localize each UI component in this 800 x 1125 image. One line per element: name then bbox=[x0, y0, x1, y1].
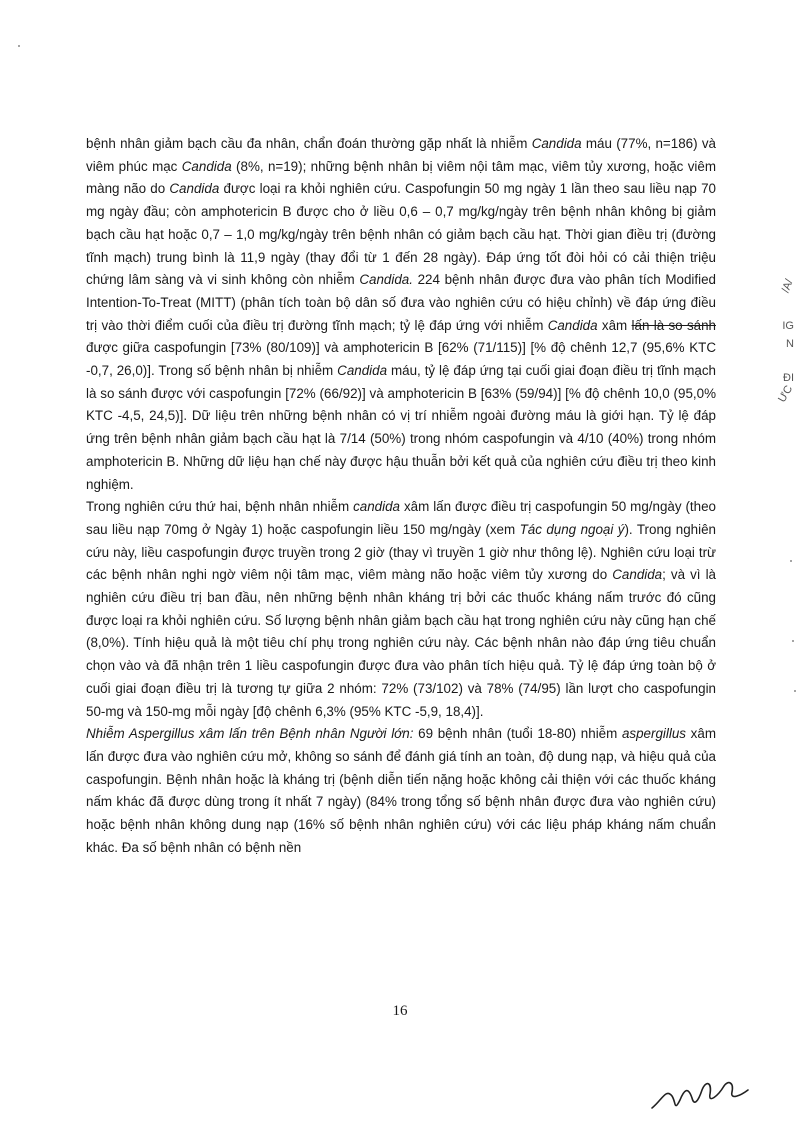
paragraph-aspergillus-study bbox=[86, 723, 716, 859]
italic-text-run: Tác dụng ngoại ý bbox=[519, 521, 625, 537]
text-run: được giữa caspofungin [73% (80/109)] và amphotericin B [62% (71/115)] [% độ chênh 12,7 (95,6% KTC -0,7, 26,0)]. Trong số bệnh nhân bị nhiễm bbox=[86, 340, 716, 379]
text-run: ). Trong nghiên cứu này, liều caspofungin được truyền trong 2 giờ (thay vì truyền 1 giờ như thông lệ). Nghiên cứu loại trừ các bệnh nhân nghi ngờ viêm nội tâm mạc, viêm màng não hoặc viêm tủy xương do bbox=[86, 521, 716, 583]
edge-mark: IG bbox=[782, 320, 794, 332]
handwritten-initials-signature bbox=[648, 1060, 758, 1120]
text-run: (8%, n=19); những bệnh nhân bị viêm nội tâm mạc, viêm tủy xương, hoặc viêm màng não do bbox=[86, 158, 716, 197]
italic-text-run: Aspergillus bbox=[128, 726, 195, 742]
text-run: xâm lấn được đưa vào nghiên cứu mở, không so sánh để đánh giá tính an toàn, độ dung nạp, và hiệu quả của caspofungin. Bệnh nhân hoặc là kháng trị (bệnh diễn tiến nặng hoặc không cải thiện với các thuốc kháng nấm khác đã được dùng trong ít nhất 7 ngày) (84% trong tổng số bệnh nhân được đưa vào nghiên cứu) hoặc bệnh nhân không dung nạp (16% số bệnh nhân nghiên cứu) với các liệu pháp kháng nấm chuẩn khác. Đa số bệnh nhân có bệnh nền bbox=[86, 726, 716, 855]
text-run: được loại ra khỏi nghiên cứu. Caspofungin 50 mg ngày 1 lần theo sau liều nạp 70 mg ngày đầu; còn amphotericin B được cho ở liều 0,6 – 0,7 mg/kg/ngày trên bệnh nhân không bị giảm bạch cầu hạt hoặc 0,7 – 1,0 mg/kg/ngày trên bệnh nhân có giảm bạch cầu hạt. Thời gian điều trị (đường tĩnh mạch) trung bình là 11,9 ngày (thay đổi từ 1 đến 28 ngày). Đáp ứng tốt đòi hỏi có cải thiện triệu chứng lâm sàng và vi sinh không còn nhiễm bbox=[86, 181, 716, 288]
struck-text-run: lấn là so sánh bbox=[631, 317, 716, 333]
italic-text-run: Candida. bbox=[359, 272, 413, 288]
scan-speck bbox=[794, 690, 796, 692]
page-number: 16 bbox=[392, 1003, 408, 1019]
italic-text-run: Candida bbox=[181, 158, 232, 174]
text-run: 224 bệnh nhân được đưa vào phân tích Modified Intention-To-Treat (MITT) (phân tích toàn bộ dân số đưa vào nghiên cứu có hiệu chỉnh) về đáp ứng điều trị vào thời điểm cuối của điều trị đường tĩnh mạch; tỷ lệ đáp ứng với nhiễm bbox=[86, 272, 716, 333]
text-run: máu (77%, n=186) và viêm phúc mạc bbox=[86, 136, 716, 174]
edge-mark: /A/ bbox=[779, 277, 796, 295]
italic-text-run: Candida bbox=[547, 317, 598, 333]
italic-text-run: xâm lấn trên Bệnh nhân Người lớn: bbox=[194, 726, 414, 742]
italic-text-run: Nhiễm bbox=[86, 726, 129, 742]
text-run: xâm lấn được điều trị caspofungin 50 mg/ngày (theo sau liều nạp 70mg ở Ngày 1) hoặc caspofungin liều 150 mg/ngày (xem bbox=[86, 499, 716, 537]
paragraph-candida-study-2 bbox=[86, 496, 716, 723]
text-run: ; và vì là nghiên cứu điều trị ban đầu, nên những bệnh nhân kháng trị bởi các thuốc kháng nấm trước đó cũng được loại ra khỏi nghiên cứu. Số lượng bệnh nhân giảm bạch cầu hạt trong nghiên cứu này cũng hạn chế (8,0%). Tính hiệu quả là một tiêu chí phụ trong nghiên cứu này. Các bệnh nhân nào đáp ứng tiêu chuẩn chọn vào và đã nhận trên 1 liều caspofungin được đưa vào phân tích hiệu quả. Tỷ lệ đáp ứng toàn bộ ở cuối giai đoạn điều trị là tương tự giữa 2 nhóm: 72% (73/102) và 78% (74/95) lần lượt cho caspofungin 50-mg và 150-mg mỗi ngày [độ chênh 6,3% (95% KTC -5,9, 18,4)]. bbox=[86, 567, 716, 719]
text-run: 69 bệnh nhân (tuổi 18-80) nhiễm bbox=[413, 726, 622, 742]
italic-text-run: Candida bbox=[169, 181, 220, 197]
paragraph-candida-study-1 bbox=[86, 133, 716, 496]
italic-text-run: aspergillus bbox=[621, 726, 686, 742]
text-run: bệnh nhân giảm bạch cầu đa nhân, chẩn đoán thường gặp nhất là nhiễm bbox=[86, 136, 532, 151]
text-run: Trong nghiên cứu thứ hai, bệnh nhân nhiễm bbox=[86, 499, 354, 515]
edge-mark: N bbox=[786, 338, 794, 350]
italic-text-run: Candida bbox=[612, 567, 663, 583]
scan-speck bbox=[790, 560, 792, 562]
edge-mark: ƯC bbox=[775, 383, 795, 405]
scan-speck bbox=[18, 45, 20, 47]
text-run: xâm bbox=[597, 317, 632, 333]
edge-mark: ĐI bbox=[783, 372, 794, 384]
italic-text-run: Candida bbox=[531, 136, 582, 151]
italic-text-run: candida bbox=[353, 499, 401, 515]
scan-speck bbox=[792, 640, 794, 642]
italic-text-run: Candida bbox=[337, 363, 388, 379]
body-text bbox=[86, 133, 716, 860]
scan-edge-marks bbox=[770, 277, 800, 720]
text-run: máu, tỷ lệ đáp ứng tại cuối giai đoạn điều trị tĩnh mạch là so sánh được với caspofungin [72% (66/92)] và amphotericin B [63% (59/94)] [% độ chênh 10,0 (95,0% KTC -4,5, 24,5)]. Dữ liệu trên những bệnh nhân có vị trí nhiễm ngoài đường máu là giới hạn. Tỷ lệ đáp ứng trên bệnh nhân giảm bạch cầu hạt là 7/14 (50%) trong nhóm caspofungin và 4/10 (40%) trong nhóm amphotericin B. Những dữ liệu hạn chế này được hậu thuẫn bởi kết quả của nghiên cứu điều trị theo kinh nghiệm. bbox=[86, 363, 716, 492]
